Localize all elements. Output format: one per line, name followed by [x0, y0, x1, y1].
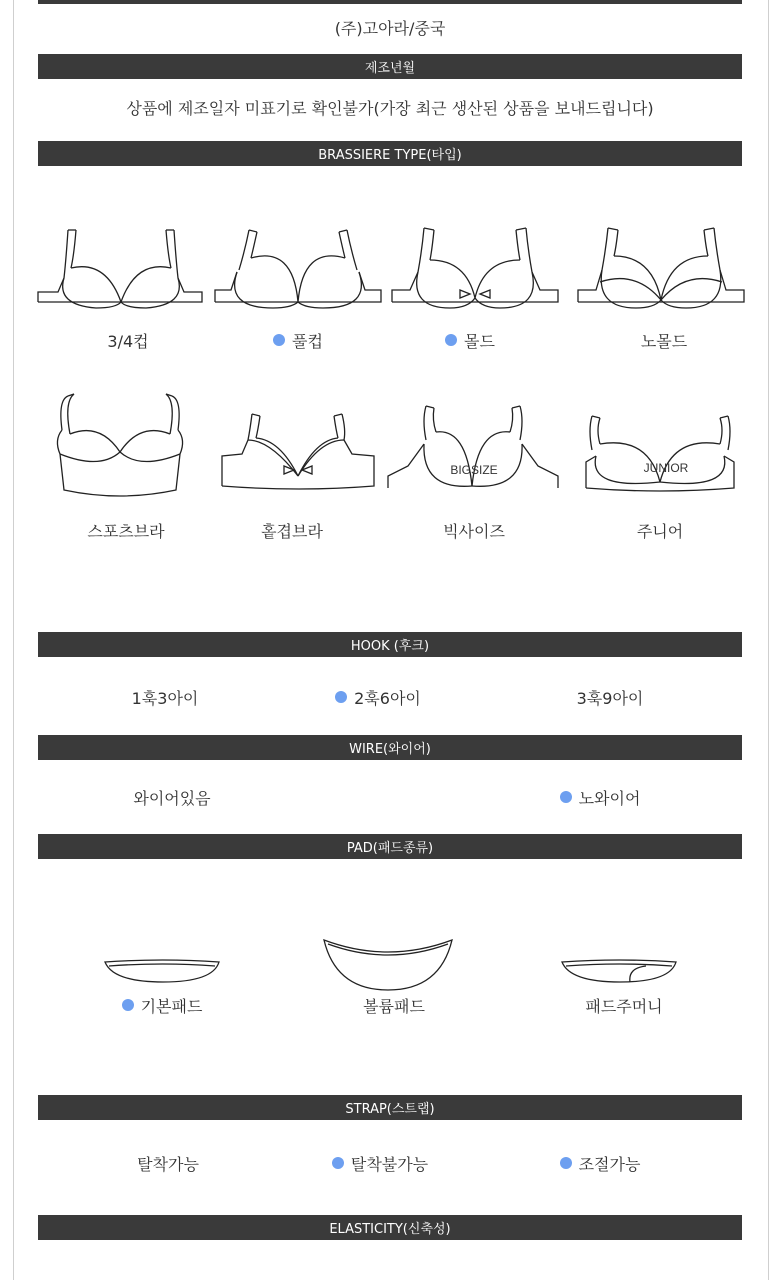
bra-type-header: BRASSIERE TYPE(타입) — [38, 141, 742, 166]
bra-type-label: 주니어 — [636, 521, 684, 541]
bra-type-item — [380, 330, 560, 350]
bra-sports-image — [40, 390, 200, 500]
selected-dot-icon — [335, 691, 347, 703]
pad-label: 기본패드 — [140, 996, 203, 1016]
wire-item — [510, 787, 690, 807]
pad-item — [72, 995, 252, 1015]
bra-type-label: 스포츠브라 — [87, 521, 165, 541]
bra-type-item — [36, 520, 216, 540]
strap-header: STRAP(스트랩) — [38, 1095, 742, 1120]
top-bar — [38, 0, 742, 4]
selected-dot-icon — [445, 334, 457, 346]
pad-volume-image — [322, 938, 454, 992]
bra-singlelayer-image — [220, 410, 376, 495]
selected-dot-icon — [332, 1157, 344, 1169]
bra-type-item — [384, 520, 564, 540]
hook-header: HOOK (후크) — [38, 632, 742, 657]
wire-header: WIRE(와이어) — [38, 735, 742, 760]
strap-label: 탈착가능 — [137, 1154, 199, 1174]
bra-type-label: 노몰드 — [640, 331, 688, 351]
bra-bigsize-image — [386, 400, 562, 495]
bra-type-item — [208, 330, 388, 350]
bra-type-item — [574, 330, 754, 350]
selected-dot-icon — [273, 334, 285, 346]
bra-mold-image — [390, 220, 560, 315]
selected-dot-icon — [122, 999, 134, 1011]
pad-pocket-image — [560, 956, 678, 986]
bra-type-item — [202, 520, 382, 540]
elasticity-header: ELASTICITY(신축성) — [38, 1215, 742, 1240]
bra-type-label: 3/4컵 — [107, 331, 149, 351]
junior-inner-text: JUNIOR — [643, 461, 689, 475]
bra-junior-image — [582, 410, 738, 495]
hook-item — [520, 687, 700, 707]
bra-nomold-image — [576, 220, 746, 315]
hook-item — [288, 687, 468, 707]
selected-dot-icon — [560, 1157, 572, 1169]
bra-type-label: 몰드 — [464, 331, 495, 351]
bra-fullcup-image — [213, 220, 383, 315]
hook-label: 2훅6아이 — [354, 688, 421, 708]
bra-type-label: 풀컵 — [292, 331, 323, 351]
pad-item — [304, 995, 484, 1015]
bra-type-label: 빅사이즈 — [443, 521, 505, 541]
manufacture-text: 상품에 제조일자 미표기로 확인불가(가장 최근 생산된 상품을 보내드립니다) — [126, 99, 654, 118]
bra-type-label: 홑겹브라 — [261, 521, 323, 541]
wire-label: 노와이어 — [578, 788, 641, 808]
strap-item — [78, 1153, 258, 1173]
origin-text: (주)고아라/중국 — [334, 19, 446, 38]
pad-basic-image — [103, 956, 221, 986]
strap-item — [290, 1153, 470, 1173]
wire-label: 와이어있음 — [133, 788, 211, 808]
bigsize-inner-text: BIGSIZE — [450, 463, 498, 477]
strap-label: 조절가능 — [578, 1154, 641, 1174]
bra-34cup-image — [36, 220, 206, 315]
pad-item — [534, 995, 714, 1015]
manufacture-header: 제조년월 — [38, 54, 742, 79]
bra-type-item — [570, 520, 750, 540]
selected-dot-icon — [560, 791, 572, 803]
strap-label: 탈착불가능 — [350, 1154, 429, 1174]
hook-label: 1훅3아이 — [131, 688, 199, 708]
strap-item — [510, 1153, 690, 1173]
pad-label: 볼륨패드 — [363, 996, 425, 1016]
wire-item — [82, 787, 262, 807]
pad-label: 패드주머니 — [585, 996, 663, 1016]
hook-label: 3훅9아이 — [576, 688, 644, 708]
hook-item — [75, 687, 255, 707]
pad-header: PAD(패드종류) — [38, 834, 742, 859]
bra-type-item — [38, 330, 218, 350]
